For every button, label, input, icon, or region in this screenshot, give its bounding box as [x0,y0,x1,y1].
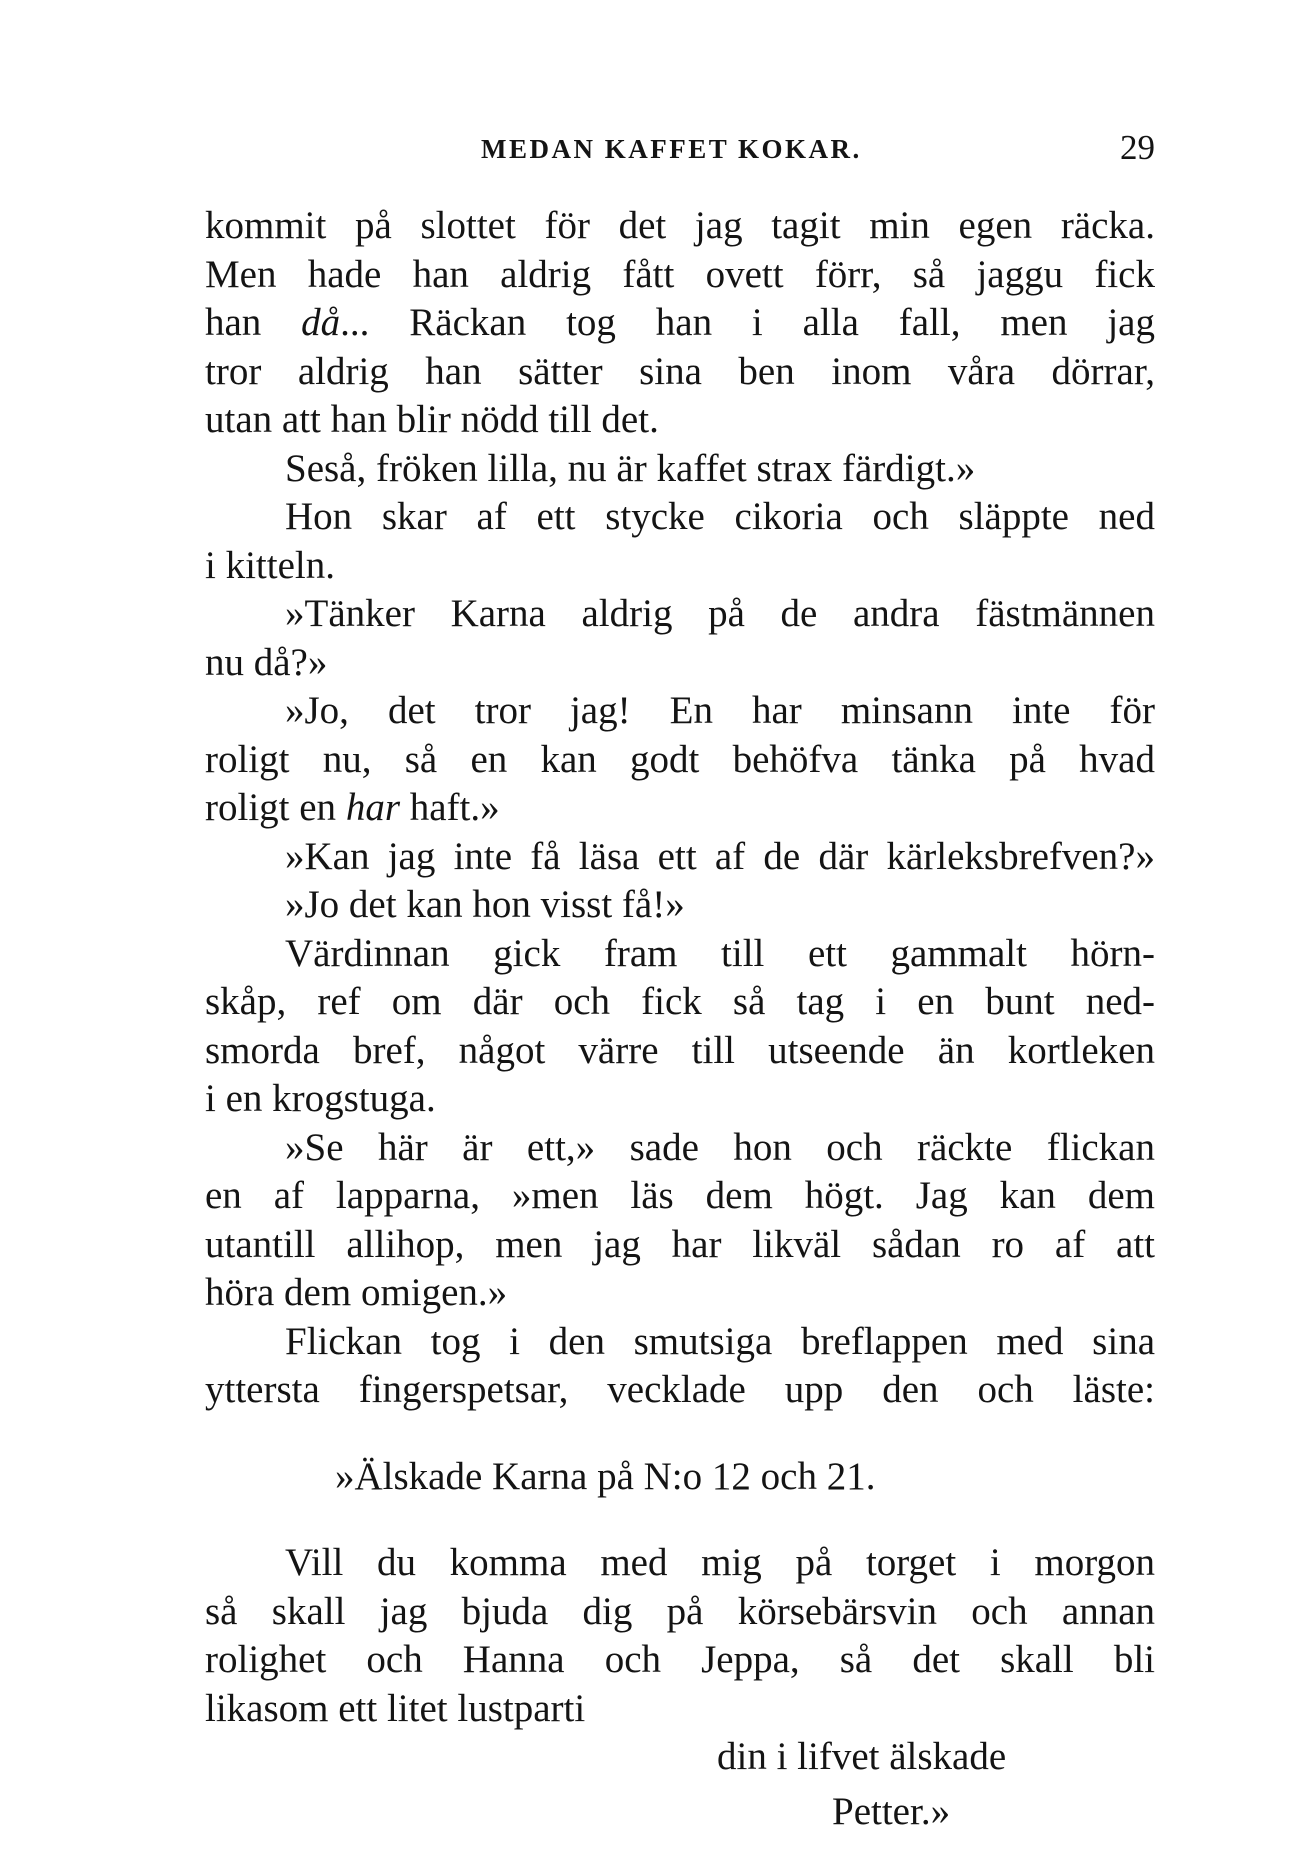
text-line: yttersta fingerspetsar, vecklade upp den och läste: [205,1368,1155,1411]
text-line: Värdinnan gick fram till ett gammalt hörn- [285,931,1155,975]
letter-line: så skall jag bjuda dig på körsebärsvin och annan [205,1589,1155,1633]
text-line: »Jo det kan hon visst få!» [285,883,685,926]
text-line: »Tänker Karna aldrig på de andra fästmännen [285,592,1155,635]
text-line: kommit på slottet för det jag tagit min egen räcka. [205,204,1155,247]
text-line: en af lapparna, »men läs dem högt. Jag kan dem [205,1174,1155,1217]
text-block [205,202,1155,1836]
running-title: MEDAN KAFFET KOKAR. [481,134,862,164]
text-line-with-italic: roligt en har haft.» [205,786,500,829]
text-line: Seså, fröken lilla, nu är kaffet strax färdigt.» [285,446,976,490]
letter-line: Vill du komma med mig på torget i morgon [285,1541,1155,1584]
text-line: utantill allihop, men jag har likväl sådan ro af att [205,1222,1155,1266]
text-line: utan att han blir nödd till det. [205,398,659,441]
letter-line: likasom ett litet lustparti [205,1686,586,1730]
text-line: smorda bref, något värre till utseende än kortleken [205,1028,1155,1072]
page-number: 29 [1120,128,1155,167]
text-line: tror aldrig han sätter sina ben inom våra dörrar, [205,349,1155,393]
text-line: skåp, ref om där och fick så tag i en bunt ned- [205,980,1155,1023]
running-head [205,128,1155,172]
letter-line: rolighet och Hanna och Jeppa, så det skall bli [205,1638,1155,1681]
text-line: nu då?» [205,640,328,684]
letter-closing: din i lifvet älskade [717,1735,1007,1778]
italic-word: då [301,301,341,344]
text-line: höra dem omigen.» [205,1271,508,1314]
letter-signature: Petter.» [832,1789,951,1833]
text-line: »Kan jag inte få läsa ett af de där kärleksbrefven?» [285,834,1155,878]
text-line: »Se här är ett,» sade hon och räckte flickan [285,1125,1155,1169]
italic-word: har [345,786,400,829]
text-line-with-italic: han då... Räckan tog han i alla fall, men jag [205,301,1155,344]
text-line: Men hade han aldrig fått ovett förr, så jaggu fick [205,252,1155,296]
text-line: Flickan tog i den smutsiga breflappen med sina [285,1319,1155,1363]
letter-salutation: »Älskade Karna på N:o 12 och 21. [335,1454,876,1498]
text-line: »Jo, det tror jag! En har minsann inte för [285,689,1155,732]
text-line: Hon skar af ett stycke cikoria och släppte ned [285,495,1155,538]
text-line: i kitteln. [205,543,335,587]
text-line: i en krogstuga. [205,1077,436,1120]
text-line: roligt nu, så en kan godt behöfva tänka på hvad [205,737,1155,781]
